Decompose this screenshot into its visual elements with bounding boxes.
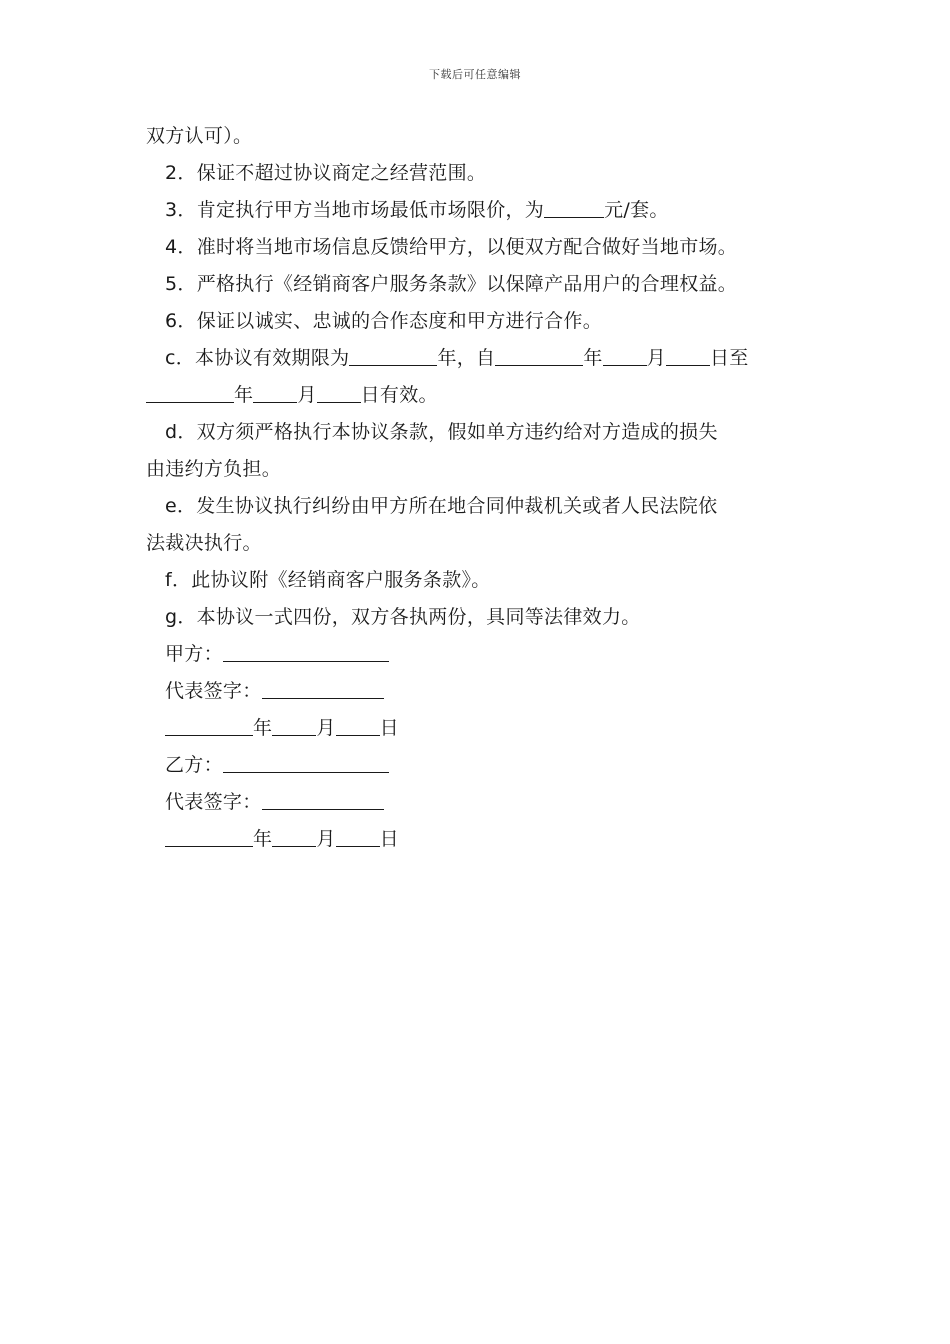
clause-text: 年: [234, 384, 254, 406]
start-year-blank[interactable]: [495, 345, 583, 366]
clause-3: [146, 192, 810, 229]
clause-text: 6．保证以诚实、忠诚的合作态度和甲方进行合作。: [165, 310, 602, 332]
clause-text: g．本协议一式四份，双方各执两份，具同等法律效力。: [165, 606, 641, 628]
clause-text: 法裁决执行。: [146, 532, 262, 554]
end-day-blank[interactable]: [317, 382, 361, 403]
clause-text: 日有效。: [360, 384, 438, 406]
date-month-label: 月: [316, 717, 336, 739]
party-a-rep-label: 代表签字：: [165, 680, 262, 702]
party-b-date-line: [146, 821, 810, 858]
clause-f: [146, 562, 810, 599]
clause-text: 年，自: [437, 347, 496, 369]
party-a-blank[interactable]: [223, 641, 389, 662]
party-a-label: 甲方：: [165, 643, 223, 665]
body-text: 双方认可）。: [146, 125, 253, 147]
clause-text: 月: [646, 347, 666, 369]
clause-g: [146, 599, 810, 636]
date-day-label: 日: [379, 717, 399, 739]
party-b-year-blank[interactable]: [165, 826, 253, 847]
party-b-rep-line: [146, 784, 810, 821]
party-b-label: 乙方：: [165, 754, 223, 776]
clause-e-cont: [146, 525, 810, 562]
clause-c: [146, 340, 810, 377]
clause-text: 年: [583, 347, 603, 369]
document-body: [146, 118, 810, 858]
start-day-blank[interactable]: [666, 345, 710, 366]
date-year-label: 年: [253, 828, 273, 850]
clause-text: 4．准时将当地市场信息反馈给甲方，以便双方配合做好当地市场。: [165, 236, 738, 258]
party-b-day-blank[interactable]: [336, 826, 380, 847]
party-b-rep-label: 代表签字：: [165, 791, 262, 813]
party-b-signature-blank[interactable]: [262, 789, 384, 810]
clause-d-cont: [146, 451, 810, 488]
clause-5: [146, 266, 810, 303]
clause-text: 日至: [709, 347, 749, 369]
term-years-blank[interactable]: [349, 345, 437, 366]
party-a-signature-blank[interactable]: [262, 678, 384, 699]
clause-text: 月: [297, 384, 317, 406]
clause-d: [146, 414, 810, 451]
clause-2: [146, 155, 810, 192]
clause-text: 3．肯定执行甲方当地市场最低市场限价，为: [165, 199, 545, 221]
date-day-label: 日: [379, 828, 399, 850]
party-a-rep-line: [146, 673, 810, 710]
clause-text: e．发生协议执行纠纷由甲方所在地合同仲裁机关或者人民法院依: [165, 495, 718, 517]
party-b-blank[interactable]: [223, 752, 389, 773]
party-a-month-blank[interactable]: [272, 715, 316, 736]
clause-text: 2．保证不超过协议商定之经营范围。: [165, 162, 487, 184]
clause-6: [146, 303, 810, 340]
party-b-month-blank[interactable]: [272, 826, 316, 847]
party-a-year-blank[interactable]: [165, 715, 253, 736]
clause-4: [146, 229, 810, 266]
clause-text: 由违约方负担。: [146, 458, 282, 480]
body-line-1: [146, 118, 810, 155]
end-year-blank[interactable]: [146, 382, 234, 403]
clause-text: f．此协议附《经销商客户服务条款》。: [165, 569, 491, 591]
date-year-label: 年: [253, 717, 273, 739]
clause-e: [146, 488, 810, 525]
start-month-blank[interactable]: [603, 345, 647, 366]
date-month-label: 月: [316, 828, 336, 850]
party-a-day-blank[interactable]: [336, 715, 380, 736]
clause-text: 5．严格执行《经销商客户服务条款》以保障产品用户的合理权益。: [165, 273, 738, 295]
clause-text: c．本协议有效期限为: [165, 347, 350, 369]
price-blank[interactable]: [544, 197, 604, 218]
header-note: 下载后可任意编辑: [429, 68, 521, 81]
party-a-line: [146, 636, 810, 673]
clause-c-cont: [146, 377, 810, 414]
end-month-blank[interactable]: [253, 382, 297, 403]
clause-text: d．双方须严格执行本协议条款，假如单方违约给对方造成的损失: [165, 421, 718, 443]
clause-text: 元/套。: [604, 199, 669, 221]
party-a-date-line: [146, 710, 810, 747]
party-b-line: [146, 747, 810, 784]
